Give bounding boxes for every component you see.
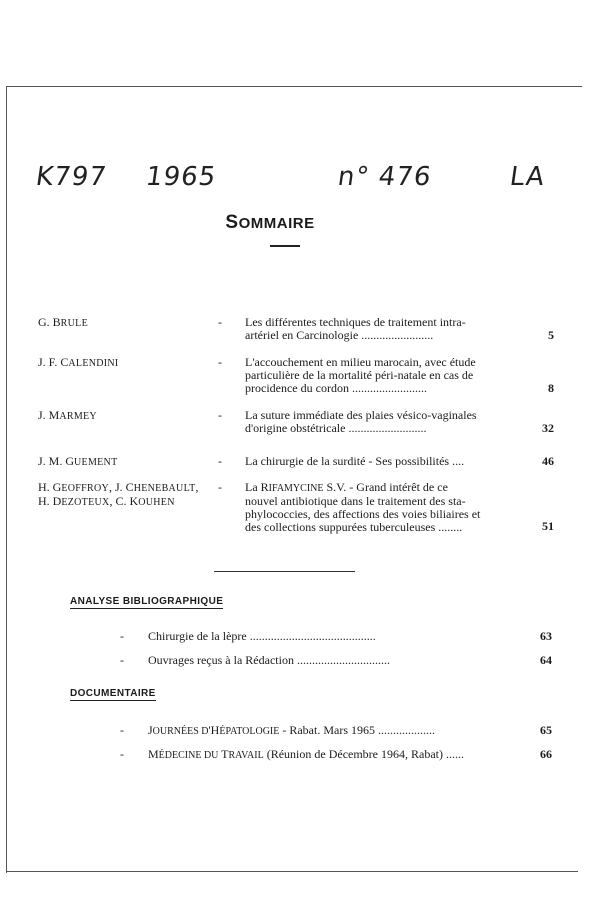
- handwritten-year: 1965: [143, 162, 219, 192]
- entry-page: 32: [542, 421, 554, 435]
- entry-author: J. F. CALENDINI: [38, 355, 119, 369]
- entry-dots: .........................: [351, 381, 427, 395]
- entry-dash: -: [218, 315, 222, 329]
- entry-dash: -: [218, 480, 222, 494]
- entry-author: H. GEOFFROY, J. CHENEBAULT, H. DEZOTEUX, C. KOUHEN: [38, 480, 199, 508]
- item-dash: -: [120, 747, 124, 761]
- entry-description: La suture immédiate des plaies vésico-vaginales d'origine obstétricale ..........................: [245, 408, 477, 435]
- entry-dots: ....: [452, 454, 465, 468]
- item-page: 66: [540, 747, 552, 761]
- handwritten-number: n° 476: [335, 162, 434, 192]
- entry-page: 5: [548, 328, 554, 342]
- entry-author: J. M. GUEMENT: [38, 454, 118, 468]
- page-title: [0, 212, 540, 234]
- entry-page: 8: [548, 381, 554, 395]
- entry-dots: ........: [438, 520, 463, 534]
- item-text: Ouvrages reçus à la Rédaction ...............................: [148, 653, 390, 667]
- entry-author: G. BRULE: [38, 315, 88, 329]
- item-page: 63: [540, 629, 552, 643]
- item-dash: -: [120, 723, 124, 737]
- item-dash: -: [120, 653, 124, 667]
- entry-dash: -: [218, 408, 222, 422]
- item-dash: -: [120, 629, 124, 643]
- item-text: Chirurgie de la lèpre ..........................................: [148, 629, 376, 643]
- entry-page: 46: [542, 454, 554, 468]
- item-text: JOURNÉES D'HÉPATOLOGIE - Rabat. Mars 1965 ...................: [148, 723, 436, 737]
- item-text: MÉDECINE DU TRAVAIL (Réunion de Décembre 1964, Rabat) ......: [148, 747, 464, 761]
- entry-description: La chirurgie de la surdité - Ses possibilités ....: [245, 454, 465, 468]
- entry-dots: ..........................: [348, 421, 427, 435]
- entry-page: 51: [542, 519, 554, 533]
- entry-dash: -: [218, 355, 222, 369]
- entry-description: Les différentes techniques de traitement intra- artériel en Carcinologie ........................: [245, 315, 466, 342]
- handwritten-code: LA: [507, 162, 547, 192]
- title-rule: [270, 245, 300, 247]
- page-frame-bottom: [6, 871, 578, 872]
- separator-rule: [214, 571, 355, 572]
- entry-description: La RIFAMYCINE S.V. - Grand intérêt de ce nouvel antibiotique dans le traitement des sta- phylococcies, des affections des voies biliaires et des collections suppurées tuberculeuses ........: [245, 480, 481, 534]
- item-page: 65: [540, 723, 552, 737]
- page-title-text: SOMMAIRE: [225, 212, 315, 233]
- entry-description: L'accouchement en milieu marocain, avec étude particulière de la mortalité péri-natale en cas de procidence du cordon .........................: [245, 355, 476, 395]
- section-heading-documentaire: DOCUMENTAIRE: [70, 688, 156, 699]
- section-heading-analyse: ANALYSE BIBLIOGRAPHIQUE: [70, 596, 224, 607]
- item-page: 64: [540, 653, 552, 667]
- handwritten-ref: K797: [33, 162, 109, 192]
- entry-dash: -: [218, 454, 222, 468]
- entry-dots: ........................: [361, 328, 434, 342]
- entry-author: J. MARMEY: [38, 408, 97, 422]
